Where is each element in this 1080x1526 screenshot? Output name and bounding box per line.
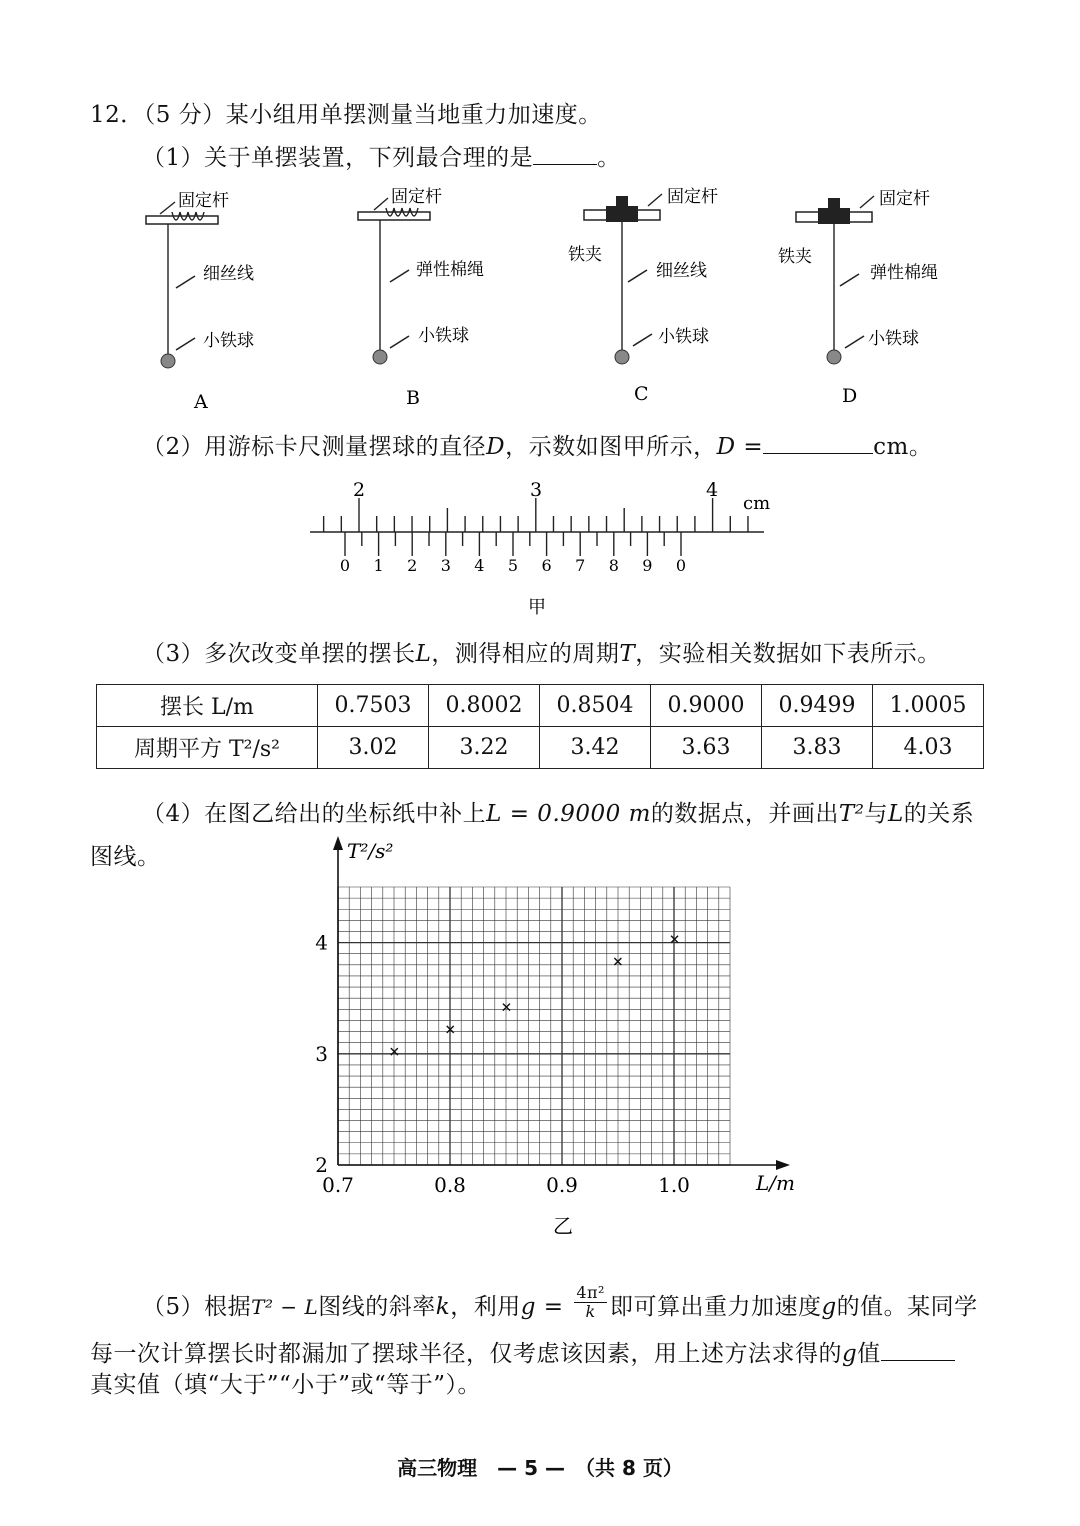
x-tick-label: 1.0: [658, 1173, 690, 1197]
row-header: 周期平方 T²/s²: [97, 727, 318, 769]
pendulum-options-figure: [0, 178, 1080, 418]
svg-text:弹性棉绳: 弹性棉绳: [416, 260, 484, 280]
svg-text:小铁球: 小铁球: [868, 329, 919, 349]
x-tick-label: 0.7: [322, 1173, 354, 1197]
x-axis-label: L/m: [756, 1171, 795, 1195]
page-footer: 高三物理 — 5 — （共 8 页）: [397, 1456, 683, 1480]
main-scale-label: 2: [352, 479, 366, 501]
question-header: [90, 96, 602, 129]
svg-text:小铁球: 小铁球: [658, 327, 709, 347]
option-d: [778, 189, 938, 407]
x-axis-arrow: [776, 1160, 790, 1170]
y-tick-label: 4: [315, 930, 328, 955]
vernier-caliper-figure: [0, 472, 1080, 622]
vernier-label: 2: [407, 556, 418, 575]
part3-prompt: （3）多次改变单摆的摆长L，测得相应的周期T，实验相关数据如下表所示。: [142, 641, 941, 667]
x-tick-label: 0.9: [546, 1173, 578, 1197]
part4-line2: 图线。: [90, 844, 161, 870]
row-header: 摆长 L/m: [97, 685, 318, 727]
vernier-label: 1: [373, 556, 384, 575]
main-scale-label: 3: [529, 479, 543, 501]
part2-prompt: （2）用游标卡尺测量摆球的直径D，示数如图甲所示，D = cm。: [142, 434, 933, 460]
caliper-unit: cm: [743, 493, 771, 514]
question-intro: （5 分）某小组用单摆测量当地重力加速度。: [143, 102, 602, 128]
option-c: [568, 187, 718, 405]
answer-blank-1[interactable]: [533, 144, 597, 165]
svg-text:D: D: [842, 385, 858, 407]
y-axis-label: T²/s²: [347, 839, 394, 863]
vernier-label: 0: [339, 556, 351, 575]
option-letter: A: [194, 391, 208, 413]
table-row: 周期平方 T²/s² 3.02 3.22 3.42 3.63 3.83 4.03: [97, 727, 984, 769]
vernier-label: 6: [541, 556, 552, 575]
answer-blank-5[interactable]: [881, 1340, 955, 1361]
label-string: 细丝线: [203, 264, 254, 284]
part5-line3: 真实值（填“大于”“小于”或“等于”）。: [90, 1372, 482, 1398]
part1-prompt: （1）关于单摆装置，下列最合理的是 。: [142, 145, 621, 171]
vernier-label: 9: [642, 556, 653, 575]
main-scale-label: 4: [705, 479, 719, 501]
vernier-label: 5: [507, 556, 519, 575]
label-ball: 小铁球: [203, 331, 254, 351]
y-tick-label: 3: [315, 1041, 328, 1066]
label-fixed-rod: 固定杆: [178, 191, 229, 211]
part4-prompt: （4）在图乙给出的坐标纸中补上L = 0.9000 m的数据点，并画出T²与L的关系: [142, 801, 975, 827]
question-number: 12．: [90, 102, 144, 128]
vernier-label: 3: [440, 556, 451, 575]
figure-caption-jia: 甲: [528, 597, 546, 618]
figure-caption-yi: 乙: [553, 1214, 573, 1238]
data-table: [96, 684, 984, 769]
svg-text:铁夹: 铁夹: [778, 247, 812, 267]
answer-blank-2[interactable]: [763, 433, 873, 454]
vernier-label: 0: [675, 556, 687, 575]
vernier-label: 4: [474, 556, 485, 575]
option-b: [358, 187, 484, 409]
part5-line2: 每一次计算摆长时都漏加了摆球半径，仅考虑该因素，用上述方法求得的g值: [90, 1335, 955, 1368]
y-axis-arrow: [333, 836, 343, 850]
x-tick-label: 0.8: [434, 1173, 466, 1197]
part5-line1: （5）根据T² − L图线的斜率k，利用g = $\frac{\text{4π²}}{k}$ 即可算出重力加速度g的值。某同学: [142, 1282, 978, 1321]
svg-text:B: B: [406, 387, 420, 409]
svg-text:弹性棉绳: 弹性棉绳: [870, 263, 938, 283]
svg-text:固定杆: 固定杆: [879, 189, 930, 209]
vernier-label: 7: [575, 556, 586, 575]
y-tick-label: 2: [315, 1153, 328, 1177]
svg-text:固定杆: 固定杆: [667, 187, 718, 207]
svg-text:固定杆: 固定杆: [391, 187, 442, 207]
t2-vs-l-graph: [0, 830, 1080, 1250]
vernier-label: 8: [608, 556, 619, 575]
option-a: [146, 191, 254, 413]
svg-text:小铁球: 小铁球: [418, 326, 469, 346]
svg-text:细丝线: 细丝线: [656, 261, 707, 281]
label-clamp: 铁夹: [568, 245, 602, 265]
svg-text:C: C: [634, 383, 649, 405]
formula-fraction: $\frac{\text{4π²}}{k}$: [576, 1282, 605, 1321]
table-row: 摆长 L/m 0.7503 0.8002 0.8504 0.9000 0.9499 1.0005: [97, 685, 984, 727]
